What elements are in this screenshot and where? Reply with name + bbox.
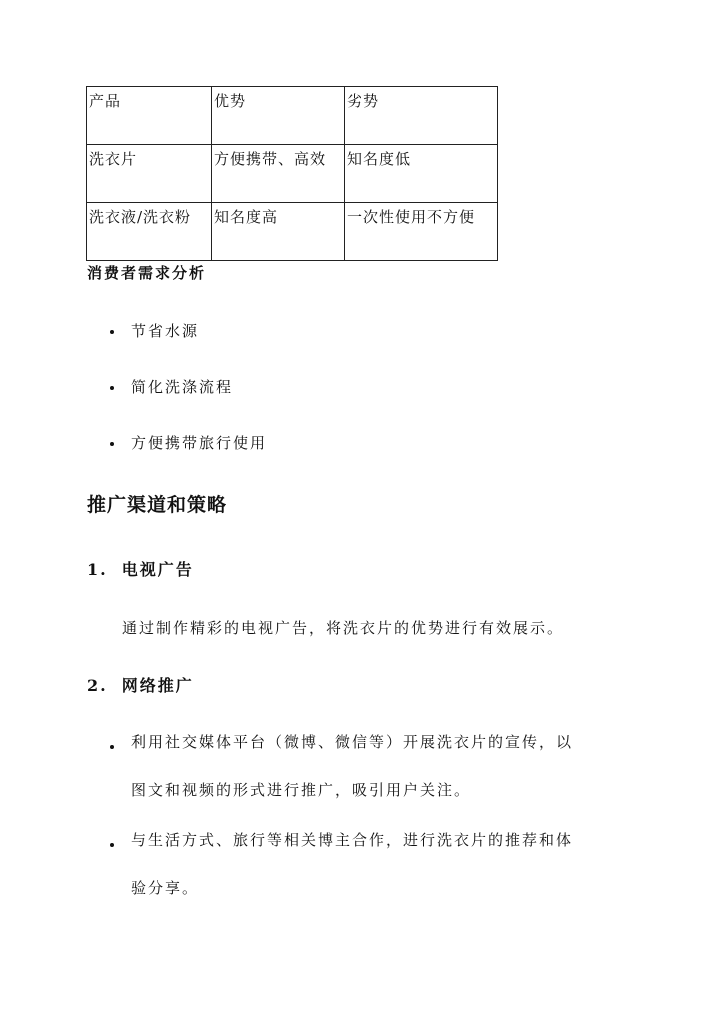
table-header-cell: 劣势 (345, 87, 498, 145)
bullet-icon (110, 843, 114, 847)
heading-text: 电视广告 (121, 560, 194, 579)
promotion-section-title: 推广渠道和策略 (87, 494, 228, 516)
table-header-cell: 优势 (212, 87, 345, 145)
tv-ad-paragraph: 通过制作精彩的电视广告，将洗衣片的优势进行有效展示。 (122, 619, 565, 637)
table-cell: 一次性使用不方便 (345, 203, 498, 261)
web-promo-heading (87, 673, 194, 696)
list-item-text: 方便携带旅行使用 (131, 434, 268, 452)
comparison-table (86, 86, 498, 261)
table-header-cell: 产品 (87, 87, 212, 145)
list-item-line: 验分享。 (131, 879, 200, 897)
table-cell: 知名度高 (212, 203, 345, 261)
tv-ad-heading (87, 557, 194, 580)
table-row (87, 203, 498, 261)
list-item (131, 718, 631, 814)
heading-number: 2. (87, 676, 108, 695)
table-header-row (87, 87, 498, 145)
heading-number: 1. (87, 560, 108, 579)
table-row (87, 145, 498, 203)
bullet-icon (110, 442, 114, 446)
list-item-text: 简化洗涤流程 (131, 378, 234, 396)
table-cell: 知名度低 (345, 145, 498, 203)
heading-text: 网络推广 (121, 676, 194, 695)
list-item-line: 与生活方式、旅行等相关博主合作，进行洗衣片的推荐和体 (131, 831, 574, 849)
bullet-icon (110, 330, 114, 334)
list-item-line: 图文和视频的形式进行推广，吸引用户关注。 (131, 781, 472, 799)
consumer-section-title: 消费者需求分析 (87, 264, 207, 282)
bullet-icon (110, 386, 114, 390)
table-cell: 洗衣液/洗衣粉 (87, 203, 212, 261)
list-item (131, 816, 631, 912)
list-item-text: 节省水源 (131, 322, 200, 340)
table-cell: 洗衣片 (87, 145, 212, 203)
list-item-line: 利用社交媒体平台（微博、微信等）开展洗衣片的宣传，以 (131, 733, 574, 751)
table-cell: 方便携带、高效 (212, 145, 345, 203)
bullet-icon (110, 745, 114, 749)
